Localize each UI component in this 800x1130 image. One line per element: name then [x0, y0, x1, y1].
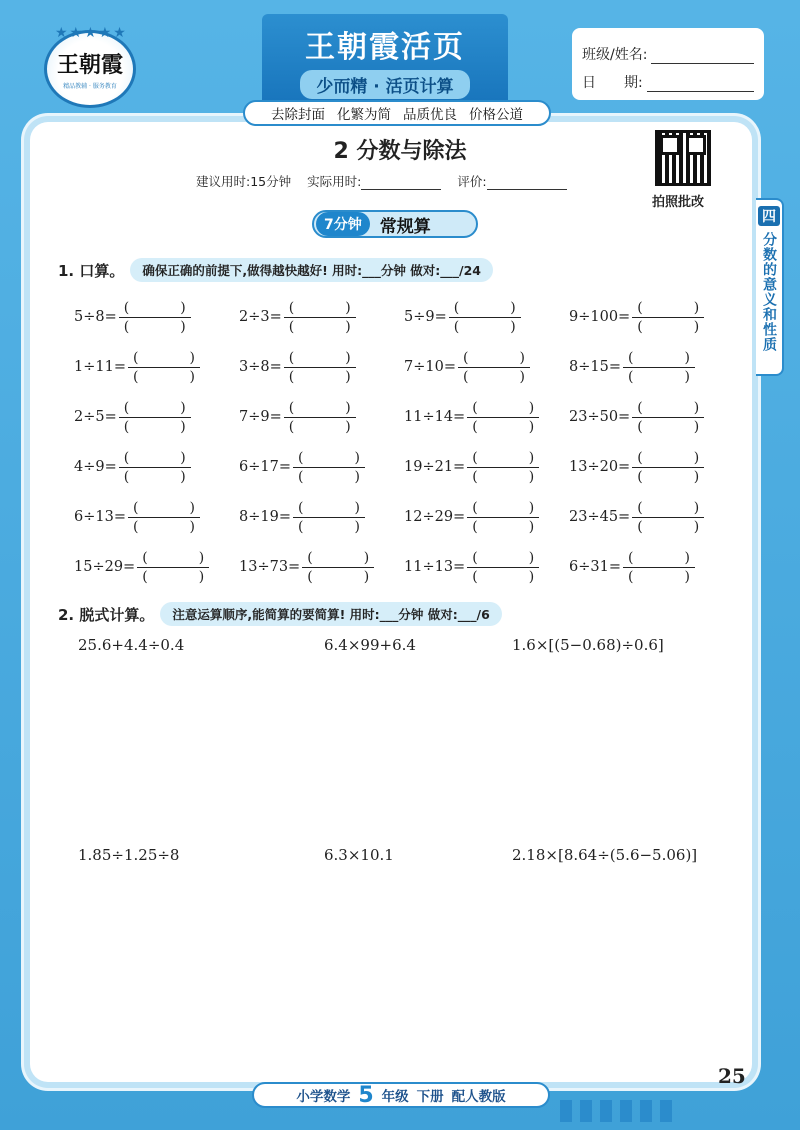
- qr-code-icon[interactable]: [655, 130, 711, 186]
- question-2-label: 2. 脱式计算。: [58, 605, 155, 624]
- division-expression: 7÷9=: [239, 409, 282, 425]
- question-1-header: [58, 258, 493, 282]
- footer-grade-number: 5: [358, 1082, 374, 1108]
- oral-calc-item: [74, 542, 239, 592]
- fraction-answer-blank[interactable]: ( ) ( ): [623, 550, 695, 585]
- division-expression: 2÷5=: [74, 409, 117, 425]
- logo-text: 王朝霞: [56, 52, 123, 78]
- slogan-item: 化繁为简: [337, 107, 391, 123]
- division-expression: 3÷8=: [239, 359, 282, 375]
- oral-calc-item: [404, 542, 569, 592]
- fraction-answer-blank[interactable]: ( ) ( ): [284, 400, 356, 435]
- calc-item: 25.6+4.4÷0.4: [78, 636, 185, 654]
- oral-calc-item: [404, 342, 569, 392]
- section-name: 常规算: [379, 216, 431, 237]
- slogan-bar: [243, 100, 551, 126]
- fraction-answer-blank[interactable]: ( ) ( ): [467, 550, 539, 585]
- slogan-item: 品质优良: [403, 107, 457, 123]
- division-expression: 13÷73=: [239, 559, 301, 575]
- oral-calc-item: [239, 442, 404, 492]
- brand-subtitle: 少而精 · 活页计算: [300, 70, 469, 99]
- fraction-answer-blank[interactable]: ( ) ( ): [284, 350, 356, 385]
- oral-calc-item: [74, 492, 239, 542]
- fraction-answer-blank[interactable]: ( ) ( ): [293, 500, 365, 535]
- calc-item: 6.3×10.1: [324, 846, 394, 864]
- oral-calc-row: [74, 442, 734, 492]
- fraction-answer-blank[interactable]: ( ) ( ): [623, 350, 695, 385]
- footer-grade: 年级: [381, 1089, 409, 1105]
- calc-item: 1.6×[(5−0.68)÷0.6]: [512, 636, 664, 654]
- division-expression: 5÷8=: [74, 309, 117, 325]
- logo-subtext: 精品教辅 · 服务教育: [63, 83, 117, 90]
- fraction-answer-blank[interactable]: ( ) ( ): [467, 450, 539, 485]
- oral-calc-item: [569, 292, 734, 342]
- brand-title: 王朝霞活页: [305, 30, 465, 65]
- fraction-answer-blank[interactable]: ( ) ( ): [293, 450, 365, 485]
- fraction-answer-blank[interactable]: ( ) ( ): [137, 550, 209, 585]
- oral-calc-item: [569, 392, 734, 442]
- oral-calc-item: [404, 292, 569, 342]
- question-1-label: 1. 口算。: [58, 261, 125, 280]
- oral-calc-item: [74, 392, 239, 442]
- division-expression: 11÷13=: [404, 559, 466, 575]
- oral-calc-item: [239, 292, 404, 342]
- division-expression: 23÷45=: [569, 509, 631, 525]
- division-expression: 8÷15=: [569, 359, 621, 375]
- fraction-answer-blank[interactable]: ( ) ( ): [632, 450, 704, 485]
- division-expression: 1÷11=: [74, 359, 126, 375]
- section-time: 7分钟: [316, 212, 370, 236]
- calc-item: 1.85÷1.25÷8: [78, 846, 180, 864]
- division-expression: 8÷19=: [239, 509, 291, 525]
- fraction-answer-blank[interactable]: ( ) ( ): [449, 300, 521, 335]
- chapter-title: 分数的意义和性质: [761, 232, 777, 352]
- oral-calc-item: [404, 442, 569, 492]
- oral-calc-row: [74, 342, 734, 392]
- division-expression: 4÷9=: [74, 459, 117, 475]
- date-field[interactable]: [647, 76, 754, 92]
- chapter-number: 四: [758, 206, 780, 226]
- oral-calc-grid: [74, 292, 734, 592]
- class-name-field[interactable]: [651, 48, 754, 64]
- header-banner: [262, 14, 508, 100]
- division-expression: 7÷10=: [404, 359, 456, 375]
- fraction-answer-blank[interactable]: ( ) ( ): [467, 400, 539, 435]
- question-2-header: [58, 602, 502, 626]
- fraction-answer-blank[interactable]: ( ) ( ): [128, 500, 200, 535]
- slogan-item: 去除封面: [271, 107, 325, 123]
- footer-decoration: [560, 1100, 672, 1122]
- date-label: 日 期:: [582, 75, 643, 91]
- oral-calc-item: [239, 342, 404, 392]
- fraction-answer-blank[interactable]: ( ) ( ): [119, 400, 191, 435]
- oral-calc-item: [569, 442, 734, 492]
- question-1-hint: 确保正确的前提下,做得越快越好! 用时:___分钟 做对:___/24: [130, 258, 493, 282]
- oral-calc-row: [74, 292, 734, 342]
- oral-calc-row: [74, 392, 734, 442]
- actual-time-field[interactable]: [361, 178, 441, 190]
- page-number: 25: [718, 1064, 746, 1088]
- fraction-answer-blank[interactable]: ( ) ( ): [128, 350, 200, 385]
- fraction-answer-blank[interactable]: ( ) ( ): [632, 500, 704, 535]
- oral-calc-item: [74, 292, 239, 342]
- student-info-box: [572, 28, 764, 100]
- lesson-title: 2 分数与除法: [333, 139, 467, 164]
- division-expression: 9÷100=: [569, 309, 631, 325]
- fraction-answer-blank[interactable]: ( ) ( ): [119, 300, 191, 335]
- division-expression: 2÷3=: [239, 309, 282, 325]
- division-expression: 6÷31=: [569, 559, 621, 575]
- actual-time: 实际用时:: [307, 172, 441, 190]
- fraction-answer-blank[interactable]: ( ) ( ): [632, 400, 704, 435]
- chapter-side-tab: [756, 198, 784, 376]
- rating: 评价:: [457, 172, 566, 190]
- time-meta: [196, 172, 567, 190]
- oral-calc-item: [239, 492, 404, 542]
- division-expression: 19÷21=: [404, 459, 466, 475]
- section-header: [312, 210, 478, 238]
- oral-calc-item: [74, 342, 239, 392]
- division-expression: 15÷29=: [74, 559, 136, 575]
- fraction-answer-blank[interactable]: ( ) ( ): [458, 350, 530, 385]
- oral-calc-item: [569, 542, 734, 592]
- footer-bar: [252, 1082, 550, 1108]
- question-2-hint: 注意运算顺序,能简算的要简算! 用时:___分钟 做对:___/6: [160, 602, 501, 626]
- footer-subject: 小学数学: [296, 1089, 351, 1105]
- oral-calc-item: [239, 392, 404, 442]
- oral-calc-item: [74, 442, 239, 492]
- fraction-answer-blank[interactable]: ( ) ( ): [467, 500, 539, 535]
- logo-stars-icon: ★★★★★: [55, 25, 128, 41]
- fraction-answer-blank[interactable]: ( ) ( ): [284, 300, 356, 335]
- suggested-time: 建议用时:15分钟: [196, 174, 292, 189]
- division-expression: 13÷20=: [569, 459, 631, 475]
- fraction-answer-blank[interactable]: ( ) ( ): [632, 300, 704, 335]
- oral-calc-row: [74, 492, 734, 542]
- oral-calc-item: [404, 392, 569, 442]
- oral-calc-item: [569, 342, 734, 392]
- division-expression: 11÷14=: [404, 409, 466, 425]
- division-expression: 6÷13=: [74, 509, 126, 525]
- division-expression: 12÷29=: [404, 509, 466, 525]
- rating-field[interactable]: [487, 178, 567, 190]
- footer-edition: 配人教版: [451, 1089, 506, 1105]
- oral-calc-row: [74, 542, 734, 592]
- oral-calc-item: [404, 492, 569, 542]
- oral-calc-item: [569, 492, 734, 542]
- calc-item: 2.18×[8.64÷(5.6−5.06)]: [512, 846, 698, 864]
- division-expression: 5÷9=: [404, 309, 447, 325]
- oral-calc-item: [239, 542, 404, 592]
- calc-item: 6.4×99+6.4: [324, 636, 416, 654]
- division-expression: 23÷50=: [569, 409, 631, 425]
- division-expression: 6÷17=: [239, 459, 291, 475]
- footer-volume: 下册: [416, 1089, 444, 1105]
- fraction-answer-blank[interactable]: ( ) ( ): [119, 450, 191, 485]
- qr-label: 拍照批改: [652, 195, 705, 210]
- class-name-label: 班级/姓名:: [582, 47, 648, 63]
- fraction-answer-blank[interactable]: ( ) ( ): [302, 550, 374, 585]
- brand-logo: [44, 25, 136, 108]
- slogan-item: 价格公道: [469, 107, 523, 123]
